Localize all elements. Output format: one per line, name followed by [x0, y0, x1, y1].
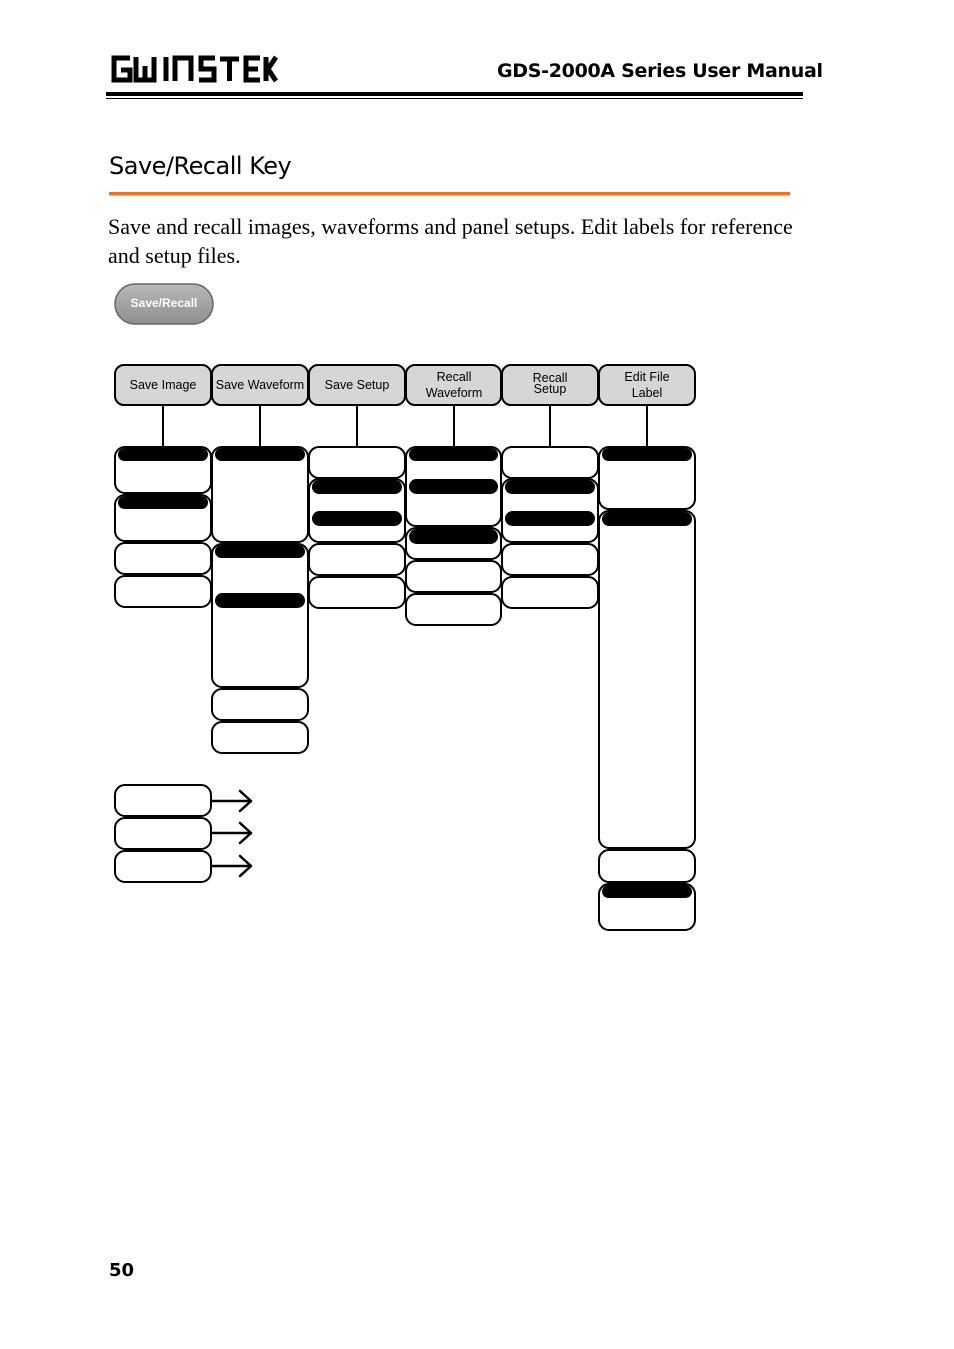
recall-setup-submenu-3[interactable] — [502, 544, 598, 575]
manual-title: GDS-2000A Series User Manual — [497, 60, 823, 82]
recall-setup-submenu-1[interactable] — [502, 447, 598, 478]
edit-label-submenu-2[interactable] — [599, 511, 695, 848]
connector-lines — [163, 405, 647, 447]
save-image-option-2[interactable] — [115, 818, 211, 849]
save-waveform-submenu-3[interactable] — [212, 689, 308, 720]
save-recall-key[interactable] — [115, 284, 213, 324]
page-number: 50 — [109, 1260, 135, 1281]
arrow-right-icon-2 — [212, 823, 251, 843]
save-image-submenu-4[interactable] — [115, 576, 211, 607]
recall-waveform-submenu-3[interactable] — [406, 561, 501, 592]
menu-edit-file-label-line1: Edit File — [624, 370, 670, 384]
menu-save-waveform-label: Save Waveform — [215, 378, 305, 392]
arrow-right-icon-3 — [212, 856, 251, 876]
save-setup-submenu-1[interactable] — [309, 447, 405, 478]
menu-recall-setup-line2: Setup — [533, 382, 567, 396]
edit-label-submenu-3[interactable] — [599, 850, 695, 882]
save-waveform-submenu-2[interactable] — [212, 544, 308, 687]
menu-save-setup-label: Save Setup — [324, 378, 390, 392]
menu-save-image-label: Save Image — [129, 378, 197, 392]
recall-setup-submenu-4[interactable] — [502, 577, 598, 608]
save-image-option-1[interactable] — [115, 785, 211, 816]
section-title: Save/Recall Key — [109, 152, 292, 180]
save-setup-submenu-3[interactable] — [309, 544, 405, 575]
save-waveform-submenu-4[interactable] — [212, 722, 308, 753]
recall-waveform-submenu-4[interactable] — [406, 594, 501, 625]
save-recall-key-label: Save/Recall — [130, 296, 198, 310]
save-waveform-submenu-1[interactable] — [212, 447, 308, 542]
save-image-submenu-3[interactable] — [115, 543, 211, 574]
arrow-right-icon-1 — [212, 791, 251, 811]
section-intro: Save and recall images, waveforms and panel setups. Edit labels for reference and setup files. — [108, 214, 793, 268]
save-image-option-3[interactable] — [115, 851, 211, 882]
save-setup-submenu-4[interactable] — [309, 577, 405, 608]
menu-recall-setup-line1: Recall — [532, 371, 568, 385]
menu-edit-file-label-line2: Label — [631, 386, 663, 400]
menu-recall-waveform-line1: Recall — [436, 370, 472, 384]
menu-recall-waveform-line2: Waveform — [425, 386, 483, 400]
